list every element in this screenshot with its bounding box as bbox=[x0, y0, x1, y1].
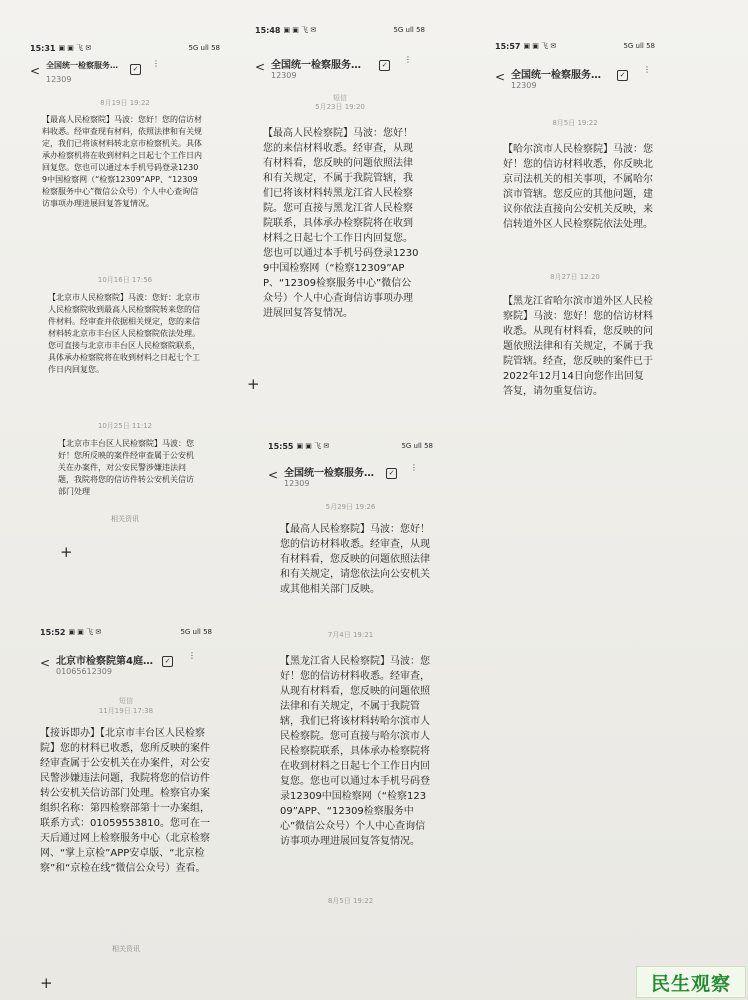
conversation-header bbox=[495, 64, 655, 104]
status-icons: ▣ ▣ 飞 ✉ bbox=[523, 42, 557, 50]
conversation-header bbox=[268, 462, 433, 502]
timestamp: 5月23日 19:20 bbox=[315, 103, 365, 111]
status-right: 5G ull 58 bbox=[180, 628, 212, 636]
more-dots-icon[interactable]: ⋮ bbox=[643, 65, 651, 74]
conversation-number: 12309 bbox=[284, 479, 310, 488]
back-icon[interactable]: < bbox=[30, 64, 41, 78]
back-icon[interactable]: < bbox=[268, 468, 279, 482]
message-bubble: 【黑龙江省人民检察院】马波：您好！您的信访材料收悉。经审查，从现有材料看，您反映的问题依照法律和有关规定，不属于我院管辖，我们已将该材料转哈尔滨市人民检察院。您可直接与哈尔滨市人民检察院联系，具体承办检察院将在收到材料之日起七个工作日内回复您。您也可以通过本手机号码登录12309中国检察网（“检察12309”APP、“12309检察服务中心”微信公众号）个人中心查询信访事项办理进展回复答复情况。 bbox=[280, 656, 430, 847]
status-right: 5G ull 58 bbox=[188, 44, 220, 52]
sms-screenshot-4 bbox=[268, 436, 433, 916]
status-bar bbox=[30, 38, 220, 58]
conversation-header bbox=[40, 650, 212, 690]
message-bubble: 【接诉即办】【北京市丰台区人民检察院】您的材料已收悉，您所反映的案件经审查属于公安机关在办案件，对公安民警涉嫌违法问题，我院将您的信访件转公安机关信访部门处理。检察官办案组织名称：第四检察部第十一办案组，联系方式：01059553810。您可在一天后通过网上检察服务中心（北京检察网、“掌上京检”APP安卓版、“北京检察”和“京检在线”微信公众号）查看。 bbox=[40, 728, 210, 874]
conversation-title: 全国统一检察服务… bbox=[271, 60, 361, 71]
timestamp: 11月19日 17:38 bbox=[98, 707, 154, 715]
add-plus-icon[interactable]: + bbox=[247, 375, 260, 393]
conversation-title: 全国统一检察服务… bbox=[46, 61, 118, 70]
message-bubble: 【哈尔滨市人民检察院】马波：您好！您的信访材料收悉，你反映北京司法机关的相关事项，不属哈尔滨市管辖。您反应的其他问题，建议你依法直接向公安机关反映，来信转道外区人民检察院依法处理。 bbox=[503, 144, 653, 230]
select-check-icon[interactable]: ✓ bbox=[379, 60, 390, 71]
status-icons: ▣ ▣ 飞 ✉ bbox=[68, 628, 102, 636]
timestamp: 8月5日 19:22 bbox=[327, 897, 374, 905]
message-bubble: 【黑龙江省哈尔滨市道外区人民检察院】马波：您好！您的信访材料收悉。从现有材料看，您反映的问题依照法律和有关规定，不属于我院管辖。经查，您反映的案件已于2022年12月14日向您作出回复答复，请勿重复信访。 bbox=[503, 296, 653, 397]
conversation-number: 12309 bbox=[511, 81, 537, 90]
sms-label: 短信 bbox=[333, 94, 347, 102]
timestamp: 5月29日 19:26 bbox=[325, 503, 376, 511]
status-bar bbox=[268, 436, 433, 456]
conversation-title: 全国统一检察服务… bbox=[284, 468, 374, 479]
back-icon[interactable]: < bbox=[495, 70, 506, 84]
conversation-title: 全国统一检察服务… bbox=[511, 70, 601, 81]
select-check-icon[interactable]: ✓ bbox=[617, 70, 628, 81]
more-dots-icon[interactable]: ⋮ bbox=[410, 463, 418, 472]
message-bubble: 【最高人民检察院】马波：您好！您的信访材料收悉。经审查现有材料，依照法律和有关规定，我们已将该材料转北京市检察机关。具体承办检察机将在收到材料之日起七个工作日内回复您。您也可以通过本手机号码登录12309中国检察网（“检察12309”APP、“12309检察服务中心”微信公众号）个人中心查询信访事项办理进展回复答复情况。 bbox=[42, 115, 202, 208]
timestamp: 10月16日 17:56 bbox=[97, 276, 153, 284]
status-bar bbox=[40, 622, 212, 642]
more-dots-icon[interactable]: ⋮ bbox=[152, 59, 160, 68]
related-info-link[interactable]: 相关资讯 bbox=[111, 515, 139, 523]
sms-screenshot-3 bbox=[495, 36, 655, 456]
message-bubble: 【北京市丰台区人民检察院】马波：您好！您所反映的案件经审查属于公安机关在办案件，对公安民警涉嫌违法问题，我院将您的信访件转公安机关信访部门处理 bbox=[58, 439, 194, 496]
conversation-header bbox=[30, 58, 220, 98]
related-info-link[interactable]: 相关资讯 bbox=[112, 945, 140, 953]
status-right: 5G ull 58 bbox=[401, 442, 433, 450]
status-time: 15:52 bbox=[40, 627, 66, 637]
conversation-number: 12309 bbox=[46, 75, 72, 84]
add-plus-icon[interactable]: + bbox=[60, 543, 73, 561]
status-right: 5G ull 58 bbox=[393, 26, 425, 34]
timestamp: 7月4日 19:21 bbox=[327, 631, 374, 639]
message-bubble: 【北京市人民检察院】马波：您好：北京市人民检察院收到最高人民检察院转来您的信件材料。经审查并依据相关规定，您的来信材料转北京市丰台区人民检察院依法处理。您可直接与北京市丰台区人民检察院联系，具体承办检察院将在收到材料之日起七个工作日内回复您。 bbox=[48, 293, 200, 374]
sms-screenshot-2 bbox=[247, 20, 425, 420]
status-bar bbox=[255, 20, 425, 40]
status-time: 15:48 bbox=[255, 25, 281, 35]
status-right: 5G ull 58 bbox=[623, 42, 655, 50]
back-icon[interactable]: < bbox=[255, 60, 266, 74]
select-check-icon[interactable]: ✓ bbox=[162, 656, 173, 667]
more-dots-icon[interactable]: ⋮ bbox=[188, 651, 196, 660]
message-bubble: 【最高人民检察院】马波：您好！您的来信材料收悉。经审查，从现有材料看，您反映的问题依照法律和有关规定，不属于我院管辖，我们已将该材料转黑龙江省人民检察院。您可直接与黑龙江省人民检察院联系，具体承办检察院将在收到材料之日起七个工作日内回复您。您也可以通过本手机号码登录12309中国检察网（“检察12309”APP、“12309检察服务中心”微信公众号）个人中心查询信访事项办理进展回复答复情况。 bbox=[263, 128, 419, 319]
sms-screenshot-5 bbox=[40, 622, 212, 992]
conversation-title: 北京市检察院第4庭… bbox=[56, 656, 153, 667]
watermark-badge: 民生观察 bbox=[636, 966, 746, 998]
status-icons: ▣ ▣ 飞 ✉ bbox=[58, 44, 92, 52]
conversation-header bbox=[255, 54, 425, 94]
timestamp: 8月5日 19:22 bbox=[552, 119, 598, 127]
back-icon[interactable]: < bbox=[40, 656, 51, 670]
timestamp: 8月19日 19:22 bbox=[100, 99, 150, 107]
status-icons: ▣ ▣ 飞 ✉ bbox=[283, 26, 317, 34]
status-time: 15:31 bbox=[30, 43, 56, 53]
sms-label: 短信 bbox=[119, 697, 133, 705]
sms-screenshot-1 bbox=[30, 38, 220, 578]
message-bubble: 【最高人民检察院】马波：您好！您的信访材料收悉。经审查，从现有材料看，您反映的问题依照法律和有关规定，请您依法向公安机关或其他相关部门反映。 bbox=[280, 524, 430, 595]
status-bar bbox=[495, 36, 655, 56]
status-icons: ▣ ▣ 飞 ✉ bbox=[296, 442, 330, 450]
conversation-number: 12309 bbox=[271, 71, 297, 80]
select-check-icon[interactable]: ✓ bbox=[130, 64, 141, 75]
status-time: 15:55 bbox=[268, 441, 294, 451]
conversation-number: 01065612309 bbox=[56, 667, 112, 676]
status-time: 15:57 bbox=[495, 41, 521, 51]
select-check-icon[interactable]: ✓ bbox=[386, 468, 397, 479]
timestamp: 10月25日 11:12 bbox=[97, 422, 153, 430]
add-plus-icon[interactable]: + bbox=[40, 974, 53, 992]
timestamp: 8月27日 12:20 bbox=[550, 273, 600, 281]
more-dots-icon[interactable]: ⋮ bbox=[404, 55, 412, 64]
